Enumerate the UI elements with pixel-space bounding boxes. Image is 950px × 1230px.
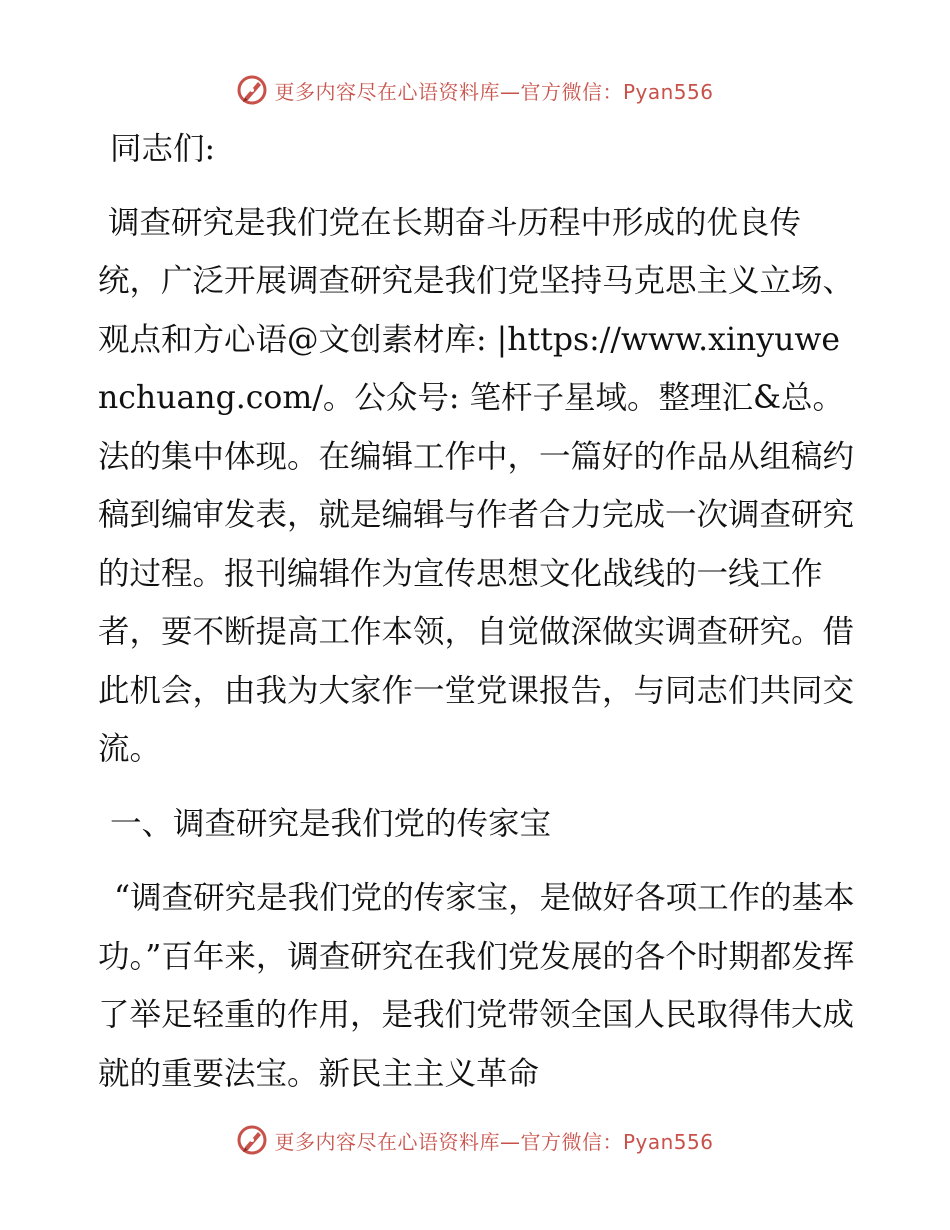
section-heading: 一、调查研究是我们党的传家宝 (110, 805, 552, 842)
header-banner (0, 70, 950, 110)
greeting: 同志们: (110, 131, 216, 167)
paragraph-1: 调查研究是我们党在长期奋斗历程中形成的优良传统，广泛开展调查研究是我们党坚持马克思主义立场、观点和方心语@文创素材库: |https://www.xinyuwenchuang.com/。公众号: 笔杆子星域。整理汇&总。法的集中体现。在编辑工作中，一篇好的作品从组稿约稿到编审发表，就是编辑与作者合力完成一次调查研究的过程。报刊编辑作为宣传思想文化战线的一线工作者，要不断提高工作本领，自觉做深做实调查研究。借此机会，由我为大家作一堂党课报告，与同志们共同交流。 (98, 204, 855, 767)
document-body (98, 120, 858, 1103)
paragraph-2: “调查研究是我们党的传家宝，是做好各项工作的基本功。”百年来，调查研究在我们党发展的各个时期都发挥了举足轻重的作用，是我们党带领全国人民取得伟大成就的重要法宝。新民主主义革命 (98, 880, 855, 1092)
footer-banner-text: 更多内容尽在心语资料库—官方微信：Pyan556 (274, 1129, 714, 1154)
pen-circle-logo-icon (236, 74, 268, 106)
header-banner-text: 更多内容尽在心语资料库—官方微信：Pyan556 (274, 79, 714, 104)
footer-banner (0, 1120, 950, 1160)
pen-circle-logo-icon (236, 1124, 268, 1156)
